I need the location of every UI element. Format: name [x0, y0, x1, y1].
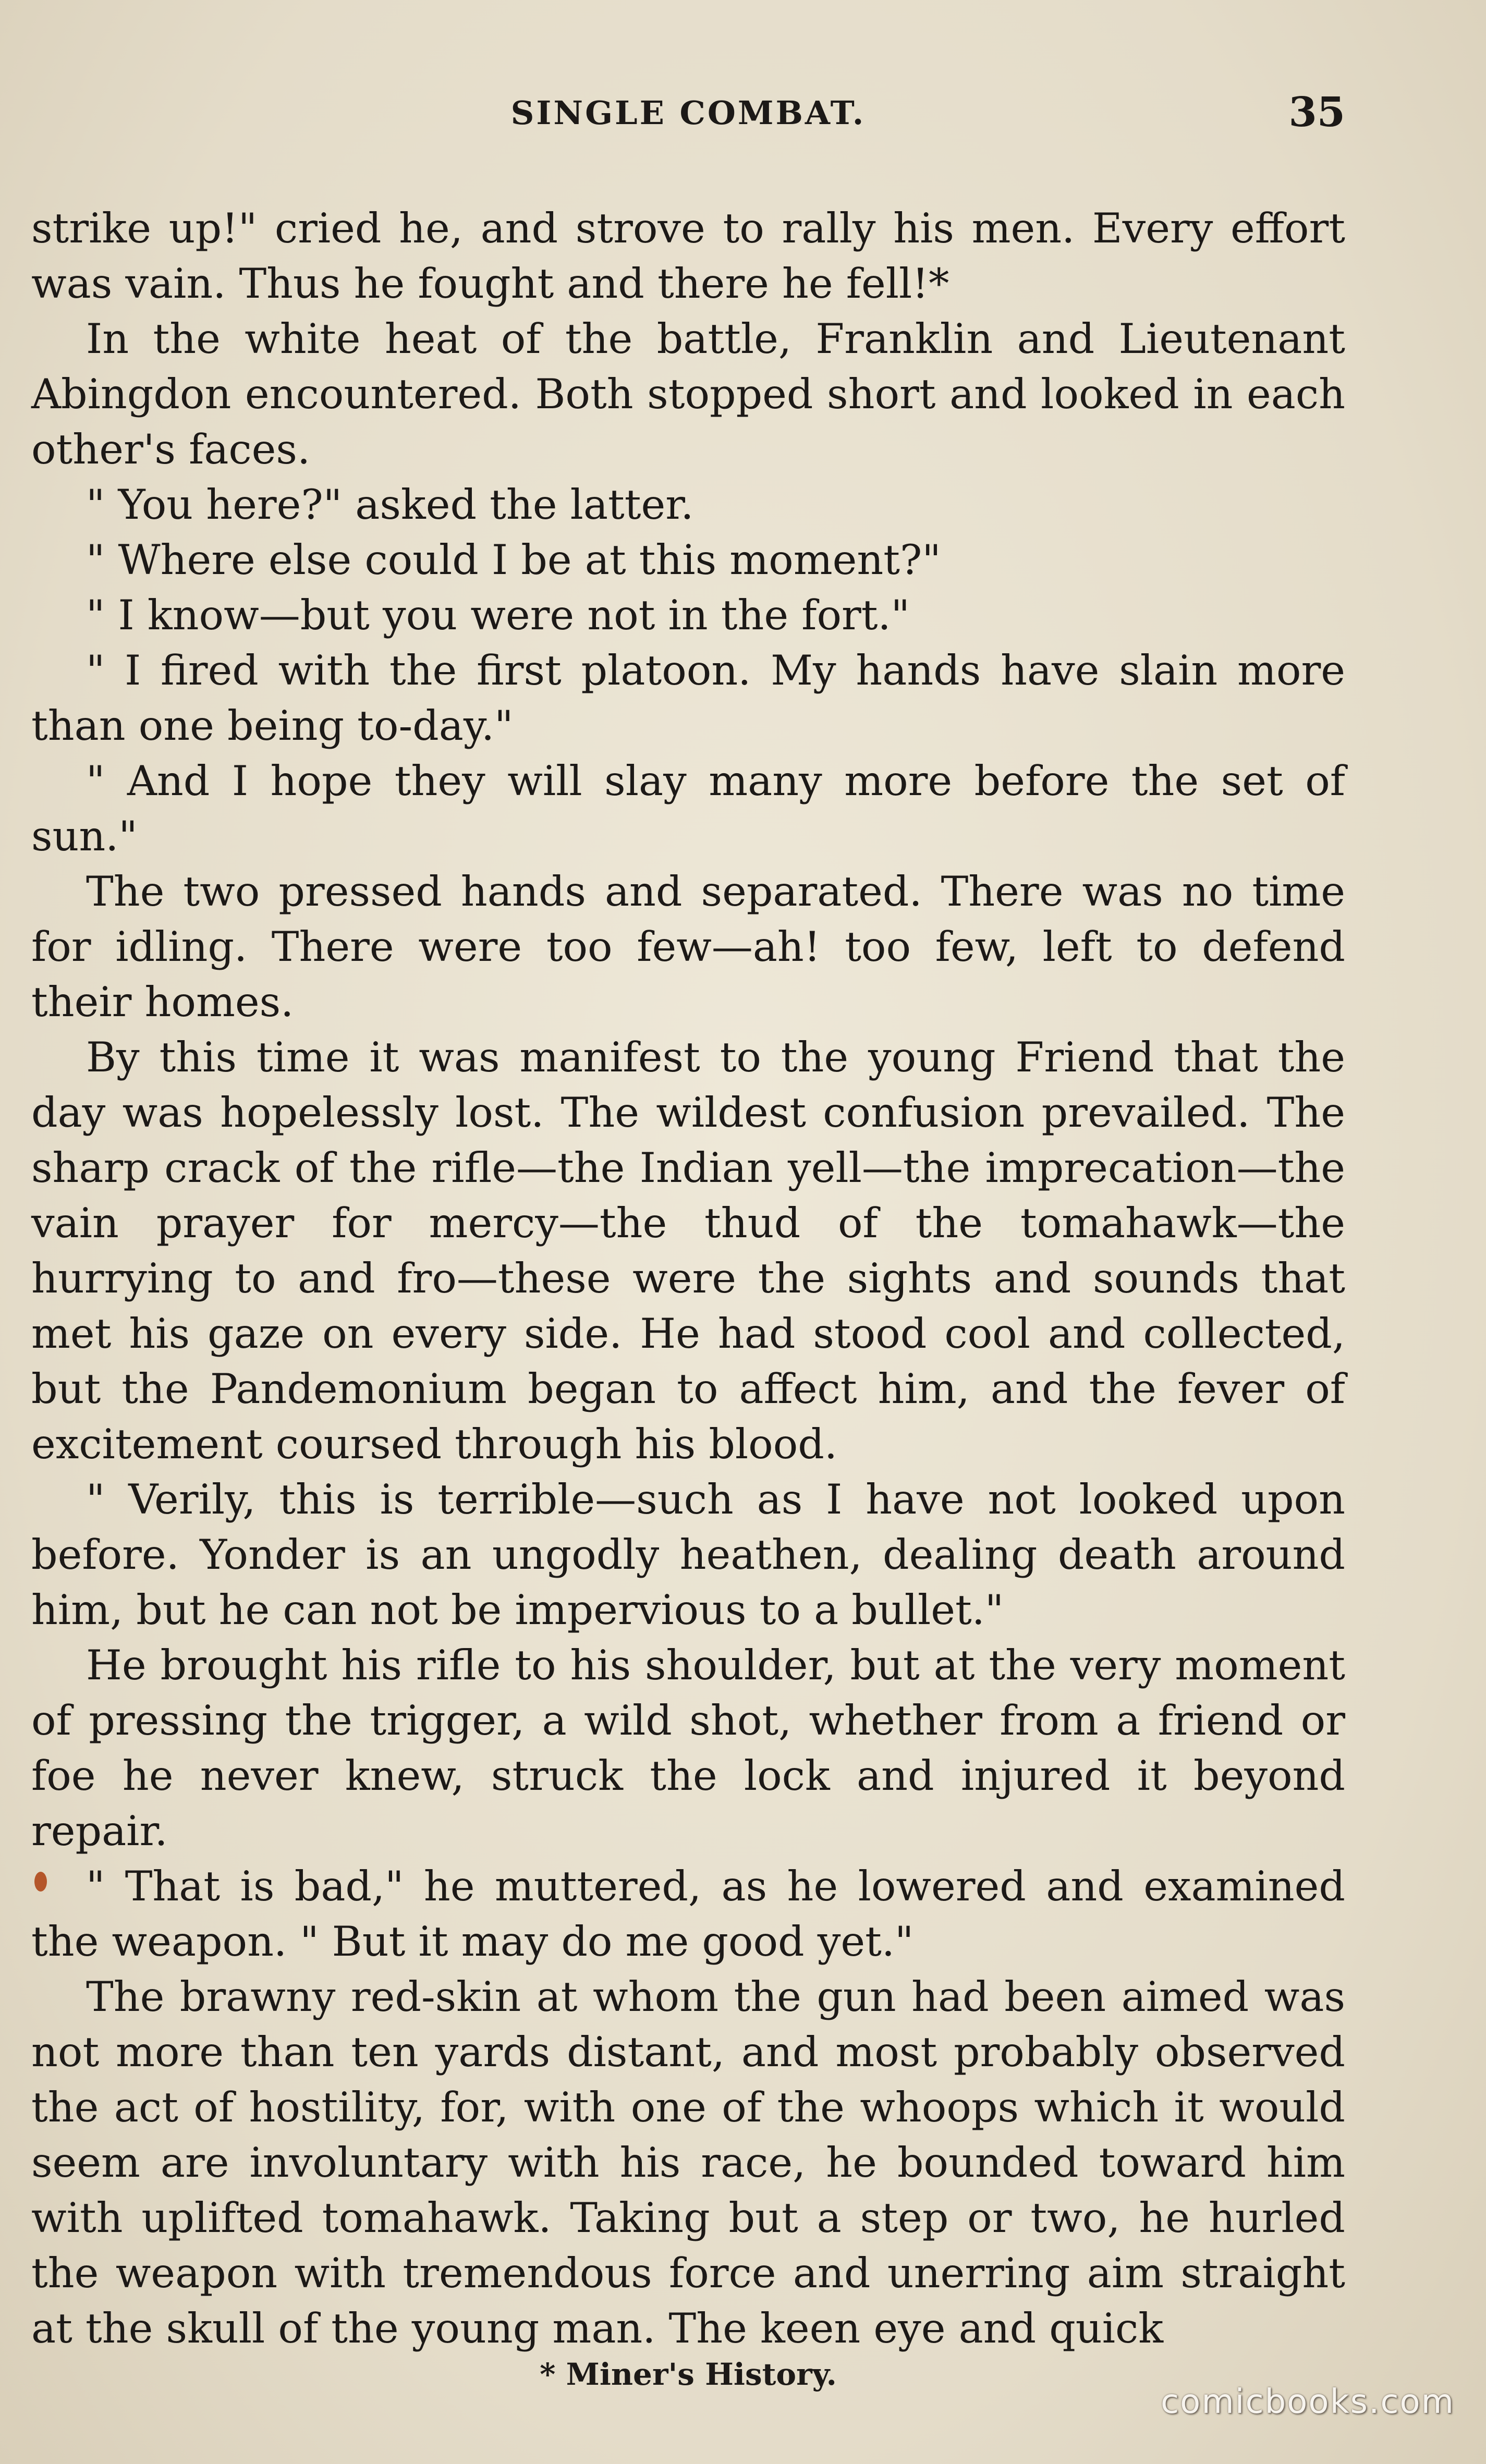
paragraph: The two pressed hands and separated. There was no time for idling. There were too few—ah! too few, left to defend their homes. [31, 868, 1345, 1026]
paragraph: " You here?" asked the latter. [86, 481, 694, 529]
paragraph: " Verily, this is terrible—such as I have not looked upon before. Yonder is an ungodly heathen, dealing death around him, but he can not be impervious to a bullet." [31, 1475, 1345, 1634]
paragraph: By this time it was manifest to the young Friend that the day was hopelessly lost. The wildest confusion prevailed. The sharp crack of the rifle—the Indian yell—the imprecation—the vain prayer for mercy—the thud of the tomahawk—the hurrying to and fro—these were the sights and sounds that met his gaze on every side. He had stood cool and collected, but the Pandemonium began to affect him, and the fever of excitement coursed through his blood. [31, 1033, 1345, 1468]
body-text [31, 201, 1345, 2356]
footnote: * Miner's History. [540, 2357, 837, 2392]
paragraph: In the white heat of the battle, Franklin and Lieutenant Abingdon encountered. Both stopped short and looked in each other's faces. [31, 315, 1345, 473]
paragraph: " Where else could I be at this moment?" [86, 536, 941, 584]
running-head: SINGLE COMBAT. [510, 94, 866, 132]
page-header [31, 89, 1345, 146]
paragraph: " That is bad," he muttered, as he lowered and examined the weapon. " But it may do me good yet." [31, 1862, 1345, 1966]
paragraph: He brought his rifle to his shoulder, but at the very moment of pressing the trigger, a wild shot, whether from a friend or foe he never knew, struck the lock and injured it beyond repair. [31, 1641, 1345, 1855]
page-number: 35 [1288, 89, 1345, 136]
paragraph: strike up!" cried he, and strove to rally his men. Every effort was vain. Thus he fought and there he fell!* [31, 204, 1345, 308]
paragraph: " I fired with the first platoon. My hands have slain more than one being to-day." [31, 647, 1345, 750]
paragraph: " I know—but you were not in the fort." [86, 591, 910, 639]
ink-stain [34, 1872, 47, 1892]
paragraph: " And I hope they will slay many more before the set of sun." [31, 757, 1345, 860]
watermark: comicbooks.com [1160, 2383, 1455, 2421]
paragraph: The brawny red-skin at whom the gun had been aimed was not more than ten yards distant, and most probably observed the act of hostility, for, with one of the whoops which it would seem are involuntary with his race, he bounded toward him with uplifted tomahawk. Taking but a step or two, he hurled the weapon with tremendous force and unerring aim straight at the skull of the young man. The keen eye and quick [31, 1973, 1345, 2352]
